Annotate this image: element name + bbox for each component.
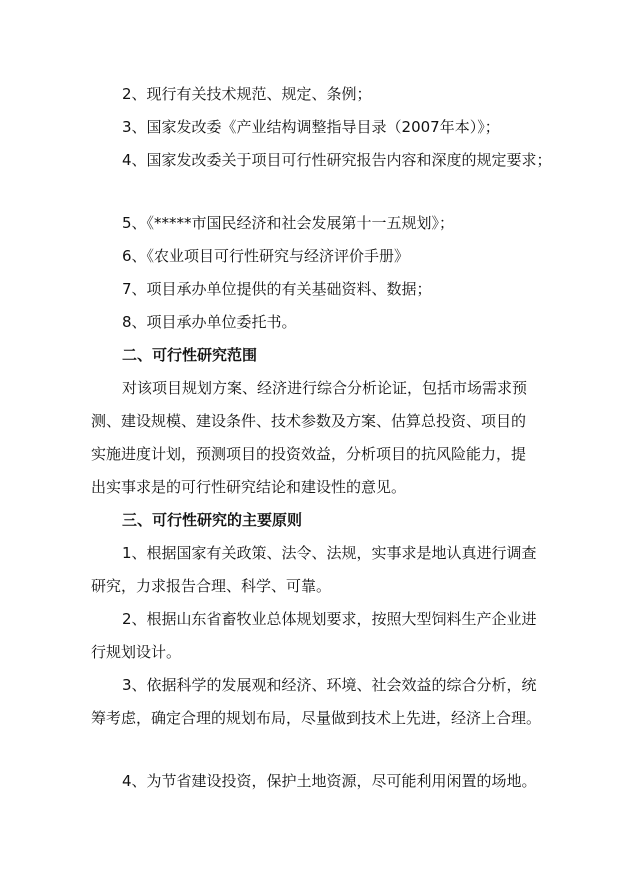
scope-paragraph-line-1: 对该项目规划方案、经济进行综合分析论证，包括市场需求预 bbox=[122, 379, 528, 397]
reference-item-8: 8、项目承办单位委托书。 bbox=[122, 313, 297, 331]
scope-paragraph-line-2: 测、建设规模、建设条件、技术参数及方案、估算总投资、项目的 bbox=[91, 412, 527, 430]
reference-item-5: 5、《*****市国民经济和社会发展第十一五规划》； bbox=[122, 214, 455, 232]
reference-item-3: 3、国家发改委《产业结构调整指导目录（2007年本）》； bbox=[122, 118, 500, 136]
principle-1-line-2: 研究，力求报告合理、科学、可靠。 bbox=[91, 577, 332, 595]
reference-item-6: 6、《农业项目可行性研究与经济评价手册》 bbox=[122, 247, 410, 265]
scope-paragraph-line-4: 出实事求是的可行性研究结论和建设性的意见。 bbox=[91, 478, 407, 496]
reference-item-7: 7、项目承办单位提供的有关基础资料、数据； bbox=[122, 280, 432, 298]
principle-1-line-1: 1、根据国家有关政策、法令、法规，实事求是地认真进行调查 bbox=[122, 544, 537, 562]
principle-2-line-2: 行规划设计。 bbox=[91, 643, 182, 661]
section-heading-scope: 二、可行性研究范围 bbox=[122, 346, 258, 364]
principle-3-line-2: 筹考虑，确定合理的规划布局，尽量做到技术上先进，经济上合理。 bbox=[91, 709, 542, 727]
reference-item-4: 4、国家发改委关于项目可行性研究报告内容和深度的规定要求； bbox=[122, 151, 552, 169]
reference-item-2: 2、现行有关技术规范、规定、条例； bbox=[122, 85, 372, 103]
principle-3-line-1: 3、依据科学的发展观和经济、环境、社会效益的综合分析，统 bbox=[122, 676, 537, 694]
scope-paragraph-line-3: 实施进度计划，预测项目的投资效益，分析项目的抗风险能力，提 bbox=[91, 445, 527, 463]
section-heading-principles: 三、可行性研究的主要原则 bbox=[122, 511, 303, 529]
principle-4-line-1: 4、为节省建设投资，保护土地资源，尽可能利用闲置的场地。 bbox=[122, 772, 537, 790]
principle-2-line-1: 2、根据山东省畜牧业总体规划要求，按照大型饲料生产企业进 bbox=[122, 610, 537, 628]
